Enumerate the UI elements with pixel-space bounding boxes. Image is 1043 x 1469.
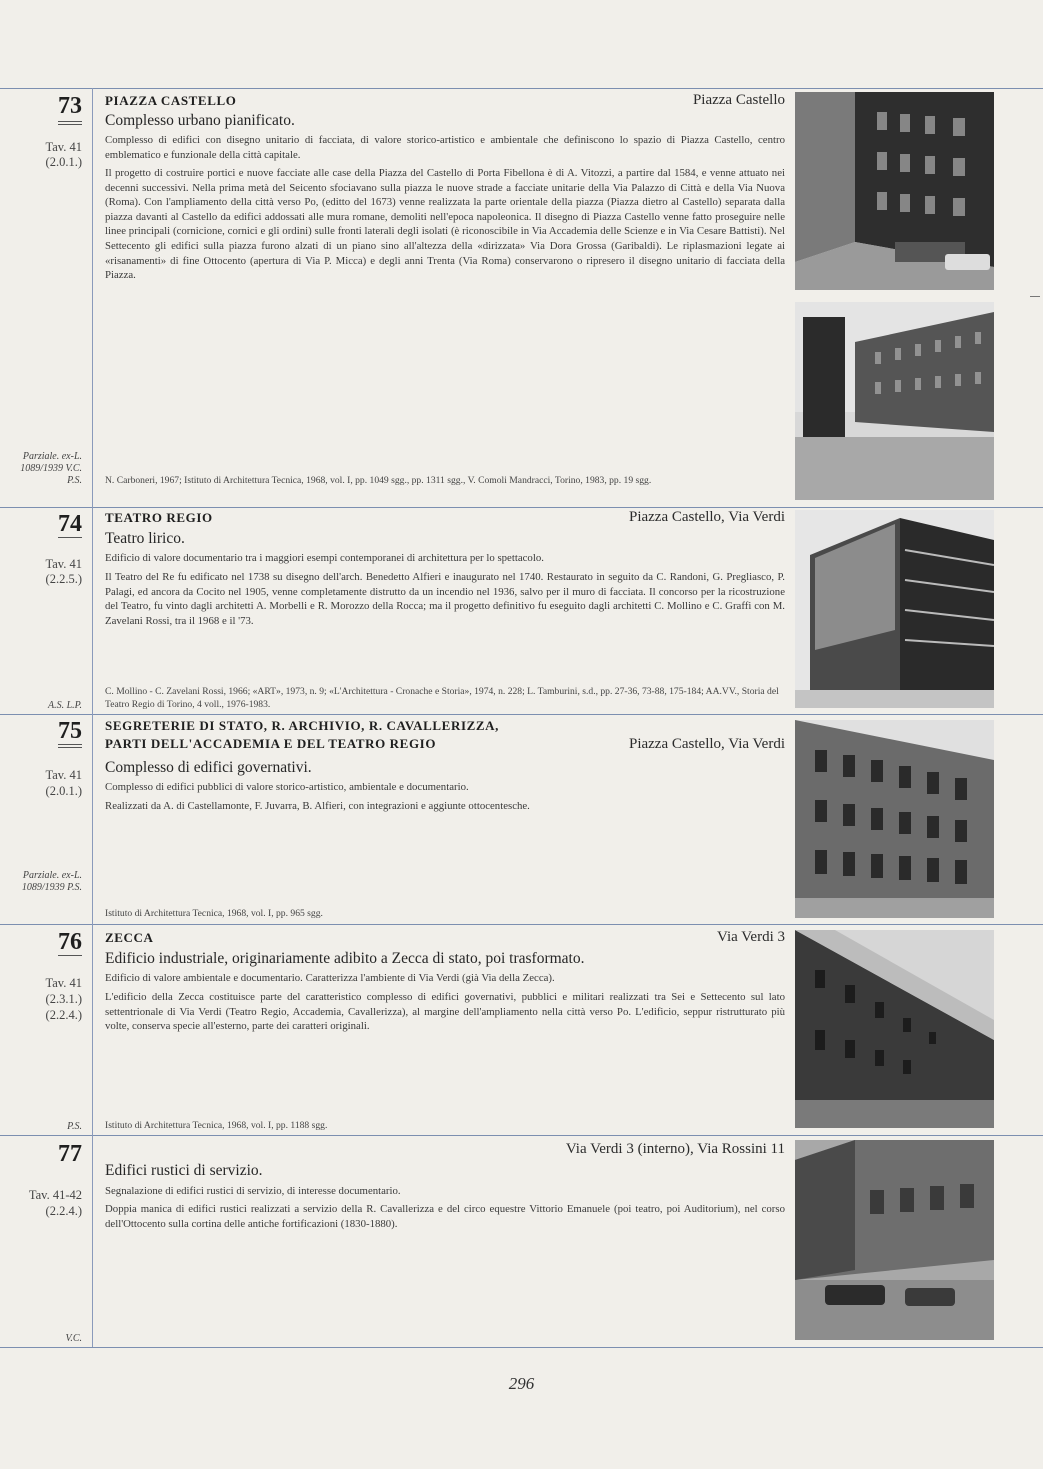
entry-body: Il progetto di costruire portici e nuove facciate alle case della Piazza del Castello di Porta Fibellona è di A. Vitozzi, a partire dal 1584, e venne attuato nei decenni successivi. Nella prima metà del Seicento sfociavano sulla piazza le nuove strade a facciate unitarie della Via Palazzo di Città e della Via Nuova (Roma). Con l'ampliamento della città verso Po, (editto del 1673) venne realizzata la parte orientale della piazza (Piazza dietro al Castello) separata dalla piazza davanti al Castello da edifici addossati alle mura romane, demoliti nell'epoca napoleonica. Il disegno di Piazza Castello venne fatto proseguire nelle linee principali (cornicione, cornici e gli ordini) sulle fronti laterali degli isolati (è riconoscibile in Via Accademia delle Scienze e in Via Cesare Battisti). Nel Settecento gli edifici sulla piazza furono alzati di un piano sino all'altezza della «dirizzata» Via Dora Grossa (Garibaldi). Le riplasmazioni legate ai «risanamenti» di fine Ottocento (apertura di Via P. Micca) e degli anni Trenta (Via Roma) conservarono o ripresero il disegno unitario di facciata della Piazza. [105,167,785,282]
entry-summary: Edificio di valore ambientale e documentario. Caratterizza l'ambiente di Via Verdi (già Via della Zecca). [105,972,555,984]
author-initials: Parziale. ex-L. 1089/1939 V.C. P.S. [20,451,82,486]
entry-summary: Edificio di valore documentario tra i maggiori esempi contemporanei di architettura per lo spettacolo. [105,552,544,564]
author-initials: Parziale. ex-L. 1089/1939 P.S. [21,870,82,893]
entry-title-line2: PARTI DELL'ACCADEMIA E DEL TEATRO REGIO [105,736,437,751]
entry-separator [0,1135,1043,1136]
number-rule [58,747,82,748]
entry-summary: Segnalazione di edifici rustici di servizio, di interesse documentario. [105,1185,401,1197]
entry-number: 77 [58,1141,82,1167]
entry-number: 74 [58,511,82,537]
category-code: (2.2.5.) [45,572,82,586]
entry-address: Via Verdi 3 [717,929,785,945]
entry-bibliography: Istituto di Architettura Tecnica, 1968, vol. I, pp. 1188 sgg. [105,1120,328,1131]
tavola-ref: Tav. 41 [45,557,82,571]
entry-subtitle: Complesso urbano pianificato. [105,112,295,129]
street-photo-piazza [795,302,994,500]
category-code: (2.0.1.) [45,155,82,169]
building-photo-teatro-regio [795,510,994,708]
entry-bibliography: Istituto di Architettura Tecnica, 1968, vol. I, pp. 965 sgg. [105,908,323,919]
building-photo-zecca [795,930,994,1128]
number-rule [58,537,82,538]
number-rule [58,744,82,745]
building-photo-segreterie [795,720,994,918]
entry-subtitle: Edifici rustici di servizio. [105,1162,263,1179]
entry-title: SEGRETERIE DI STATO, R. ARCHIVIO, R. CAVALLERIZZA, [105,718,499,733]
entry-body: Realizzati da A. di Castellamonte, F. Juvarra, B. Alfieri, con integrazioni e aggiunte ottocentesche. [105,800,530,812]
category-code: (2.2.4.) [45,1204,82,1218]
entry-number: 75 [58,718,82,744]
entry-subtitle: Complesso di edifici governativi. [105,759,312,776]
tavola-ref: Tav. 41 [45,976,82,990]
entry-address: Via Verdi 3 (interno), Via Rossini 11 [565,1141,785,1157]
entry-title: PIAZZA CASTELLO [105,93,237,108]
entry-address: Piazza Castello, Via Verdi [628,509,785,525]
category-code: (2.0.1.) [45,784,82,798]
entry-number: 76 [58,929,82,955]
entry-address: Piazza Castello [692,92,785,108]
entry-separator [0,1347,1043,1348]
entry-title: TEATRO REGIO [105,510,213,525]
tavola-ref: Tav. 41 [45,768,82,782]
tavola-ref: Tav. 41-42 [28,1188,82,1202]
margin-mark [1030,296,1040,297]
entry-bibliography: N. Carboneri, 1967; Istituto di Architettura Tecnica, 1968, vol. I, pp. 1049 sgg., pp. 1311 sgg., V. Comoli Mandracci, Torino, 1983, pp. 19 sgg. [105,475,652,486]
entry-summary: Complesso di edifici pubblici di valore storico-artistico, ambientale e documentario. [105,781,469,793]
category-code: (2.3.1.) (2.2.4.) [45,992,82,1022]
author-initials: A.S. L.P. [48,700,82,711]
entry-number: 73 [58,93,82,119]
entry-separator [0,714,1043,715]
tavola-ref: Tav. 41 [45,140,82,154]
entry-body: Il Teatro del Re fu edificato nel 1738 su disegno dell'arch. Benedetto Alfieri e inaugurato nel 1740. Restaurato in seguito da C. Randoni, G. Pregliasco, P. Palagi, ed ancora da Cocito nel 1905, venne completamente distrutto da un incendio nel 1936, salvo per il muro di facciata. Il concorso per la ricostruzione del Teatro, fu vinto dagli architetti A. Morbelli e R. Morozzo della Rocca; ma il progetto definitivo fu eseguito dagli architetti C. Mollino e C. Graffi con M. Zavelani Rossi, tra il 1968 e il '73. [105,571,785,627]
building-photo-rustici [795,1140,994,1340]
column-divider [92,88,93,1347]
author-initials: V.C. [65,1333,82,1344]
entry-body: L'edificio della Zecca costituisce parte del caratteristico complesso di edifici governativi, pubblici e militari realizzati tra Sei e Settecento sul lato settentrionale di Via Verdi (Teatro Regio, Accademia, Cavallerizza), al margine dell'ampliamento nella città verso Po. L'edificio, seppur ristrutturato più volte, conserva specie all'esterno, parte dei caratteri originali. [105,991,785,1033]
entry-body: Doppia manica di edifici rustici realizzati a servizio della R. Cavallerizza e del circo equestre Vittorio Emanuele (poi teatro, poi Auditorium), nel corso dell'Ottocento sulla cortina delle antiche fortificazioni (1830-1880). [105,1203,785,1230]
number-rule [58,955,82,956]
entry-address: Piazza Castello, Via Verdi [628,736,785,752]
page-number: 296 [508,1374,535,1393]
entry-summary: Complesso di edifici con disegno unitario di facciata, di valore storico-artistico e ambientale che definiscono lo spazio di Piazza Castello, centro emblematico e funzionale della città capitale. [105,134,785,161]
entry-subtitle: Teatro lirico. [105,530,185,547]
street-photo-arcades [795,92,994,290]
author-initials: P.S. [67,1121,82,1132]
number-rule [58,121,82,122]
number-rule [58,124,82,125]
entry-separator [0,507,1043,508]
entry-title: ZECCA [105,930,154,945]
entry-separator [0,88,1043,89]
entry-subtitle: Edificio industriale, originariamente adibito a Zecca di stato, poi trasformato. [105,950,585,967]
entry-separator [0,924,1043,925]
entry-bibliography: C. Mollino - C. Zavelani Rossi, 1966; «ART», 1973, n. 9; «L'Architettura - Cronache e Storia», 1974, n. 228; L. Tamburini, s.d., pp. 27-36, 73-88, 175-184; AA.VV., Storia del Teatro Regio di Torino, 4 voll., 1976-1983. [105,686,779,710]
